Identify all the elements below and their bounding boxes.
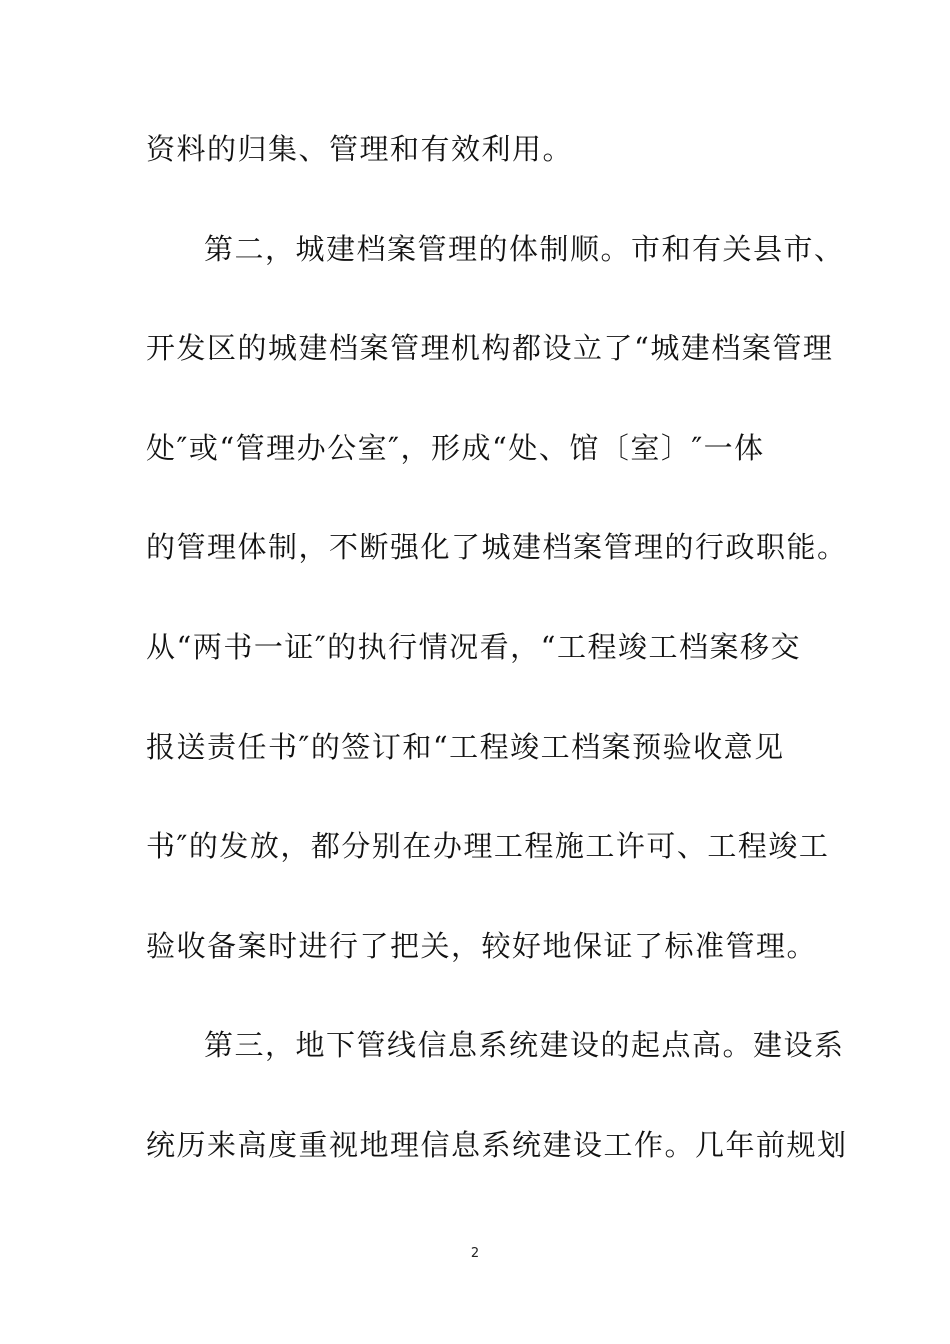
page-number: 2 [470,1246,480,1261]
text-line: 处″或“管理办公室″，形成“处、馆〔室〕″一体 [146,430,765,465]
text-line: 资料的归集、管理和有效利用。 [146,132,574,166]
text-line: 统历来高度重视地理信息系统建设工作。几年前规划 [146,1127,848,1162]
text-line: 第二，城建档案管理的体制顺。市和有关县市、 [204,231,845,266]
text-line: 书″的发放，都分别在办理工程施工许可、工程竣工 [146,829,830,864]
text-line: 从“两书一证″的执行情况看，“工程竣工档案移交 [146,629,801,664]
body-text [146,124,848,1220]
text-line: 报送责任书″的签订和“工程竣工档案预验收意见 [146,729,785,764]
text-line: 验收备案时进行了把关，较好地保证了标准管理。 [146,928,818,963]
text-line: 第三，地下管线信息系统建设的起点高。建设系 [204,1028,845,1063]
text-line: 开发区的城建档案管理机构都设立了“城建档案管理 [146,331,834,366]
text-line: 的管理体制，不断强化了城建档案管理的行政职能。 [146,530,848,565]
